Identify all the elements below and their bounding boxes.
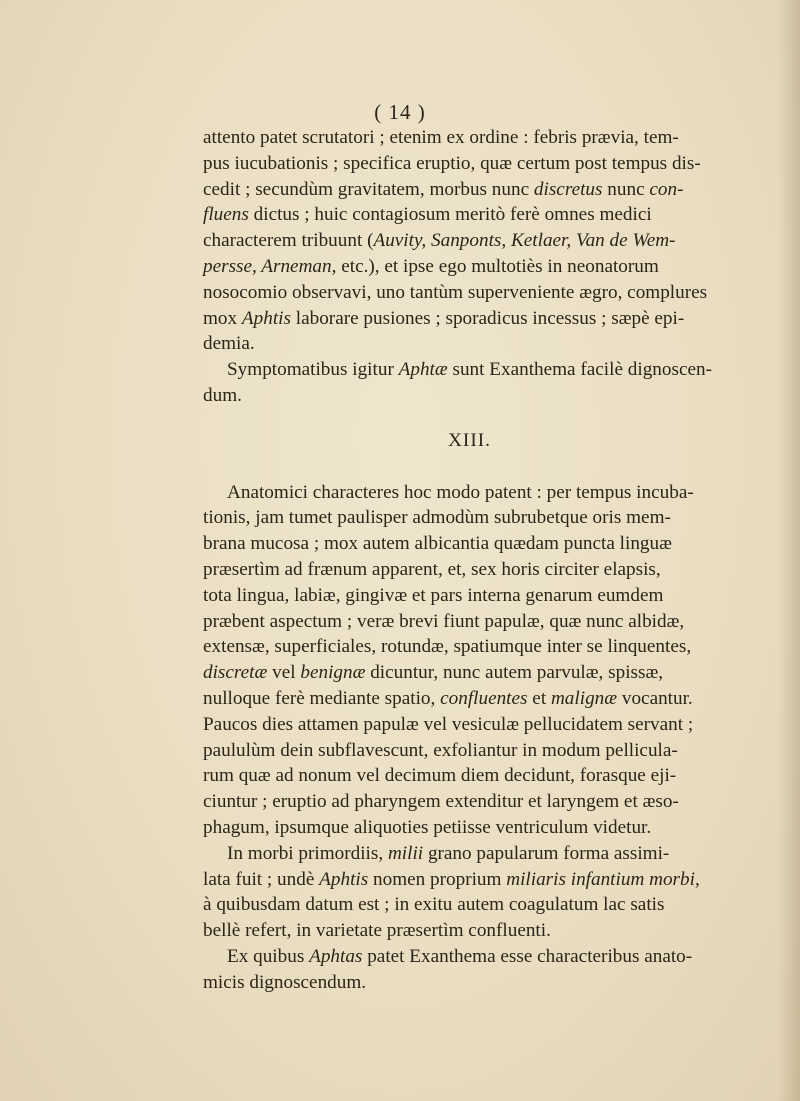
line-text: characterem tribuunt ( [203,230,374,252]
line-text: à quibusdam datum est ; in exitu autem coagulatum lac satis [203,894,665,916]
line-text: præbent aspectum ; veræ brevi fiunt papulæ, quæ nunc albidæ, [203,610,685,632]
line-text: Anatomici characteres hoc modo patent : per tempus incuba- [227,481,694,503]
line-text: dictus ; huic contagiosum meritò ferè omnes medici [248,204,652,226]
text-line [203,660,736,686]
italic-term: confluentes [440,687,528,709]
text-line [203,867,736,893]
text-line [203,177,736,203]
text-line [203,970,736,996]
text-line [203,944,736,970]
text-line [203,383,736,409]
text-line [203,712,736,738]
italic-term: malignæ [550,687,618,709]
text-line [203,892,736,918]
italic-authors: persse, Arneman [203,255,332,277]
line-text: laborare pusiones ; sporadicus incessus ; sæpè epi- [290,307,685,329]
line-text: bellè refert, in varietate præsertìm confluenti. [203,920,551,942]
line-text: patet Exanthema esse characteribus anato- [362,945,693,967]
italic-term: discretæ [203,662,268,684]
line-text: paululùm dein subflavescunt, exfoliantur in modum pellicula- [203,739,678,761]
italic-term: Aphtæ [398,359,448,381]
paragraph-3 [203,480,736,841]
text-line [203,686,736,712]
text-line [203,789,736,815]
text-line [203,609,736,635]
text-block [203,125,736,996]
line-text: vel [267,662,301,684]
line-text: extensæ, superficiales, rotundæ, spatiumque inter se linquentes, [203,636,692,658]
line-text: cedit ; secundùm gravitatem, morbus nunc [203,178,534,200]
text-line [203,634,736,660]
italic-term: Aphtis [241,307,291,329]
text-line [203,557,736,583]
text-line [203,531,736,557]
line-text: lata fuit ; undè [203,868,320,890]
line-text: brana mucosa ; mox autem albicantia quædam puncta linguæ [203,533,672,555]
line-text: dicuntur, nunc autem parvulæ, spissæ, [365,662,664,684]
text-line [203,228,736,254]
line-text: nulloque ferè mediante spatio, [203,687,441,709]
page-number: ( 14 ) [374,100,426,124]
text-line [203,280,736,306]
text-line [203,480,736,506]
line-text: vocantur. [617,687,693,709]
line-text: tionis, jam tumet paulisper admodùm subrubetque oris mem- [203,507,671,529]
italic-term: miliaris infantium morbi [506,868,695,890]
line-text: pus iucubationis ; specifica eruptio, quæ certum post tempus dis- [203,152,701,174]
line-text: phagum, ipsumque aliquoties petiisse ventriculum videtur. [203,816,652,838]
paragraph-5 [203,944,736,996]
italic-term: milii [387,842,424,864]
italic-term: benignæ [300,662,366,684]
paragraph-4 [203,841,736,944]
text-line [203,505,736,531]
text-line [203,583,736,609]
text-line [203,738,736,764]
text-line [203,763,736,789]
italic-term: con- [649,178,684,200]
paragraph-1 [203,125,736,357]
text-line [203,357,736,383]
text-line [203,254,736,280]
page-edge-shadow [778,0,800,1101]
text-line [203,918,736,944]
line-text: rum quæ ad nonum vel decimum diem decidunt, forasque eji- [203,765,677,787]
line-text: mox [203,307,242,329]
line-text: micis dignoscendum. [203,971,367,993]
line-text: Symptomatibus igitur [227,359,399,381]
line-text: nunc [602,178,650,200]
line-text: , [694,868,700,890]
text-line [203,202,736,228]
line-text: demia. [203,333,255,355]
text-line [203,331,736,357]
text-line [203,151,736,177]
line-text: ciuntur ; eruptio ad pharyngem extenditur et laryngem et æso- [203,791,679,813]
italic-term: discretus [533,178,603,200]
line-text: nomen proprium [368,868,507,890]
line-text: attento patet scrutatori ; etenim ex ordine : febris prævia, tem- [203,127,679,148]
text-line [203,841,736,867]
text-line [203,306,736,332]
italic-authors: Auvity, Sanponts, Ketlaer, Van de Wem- [373,230,676,252]
text-line [203,815,736,841]
line-text: Paucos dies attamen papulæ vel vesiculæ pellucidatem servant ; [203,713,694,735]
line-text: dum. [203,384,242,406]
italic-term: fluens [203,204,249,226]
section-heading: XIII. [448,429,491,451]
line-text: sunt Exanthema facilè dignoscen- [447,359,712,381]
text-line [203,125,736,151]
italic-term: Aphtas [309,945,363,967]
line-text: præsertìm ad frænum apparent, et, sex horis circiter elapsis, [203,558,661,580]
line-text: grano papularum forma assimi- [423,842,670,864]
line-text: nosocomio observavi, uno tantùm superveniente ægro, complures [203,281,708,303]
line-text: , etc.), et ipse ego multotiès in neonatorum [331,255,659,277]
line-text: In morbi primordiis, [227,842,388,864]
line-text: tota lingua, labiæ, gingivæ et pars interna genarum eumdem [203,584,664,606]
italic-term: Aphtis [319,868,369,890]
paragraph-2 [203,357,736,409]
line-text: et [527,687,551,709]
line-text: Ex quibus [227,945,310,967]
